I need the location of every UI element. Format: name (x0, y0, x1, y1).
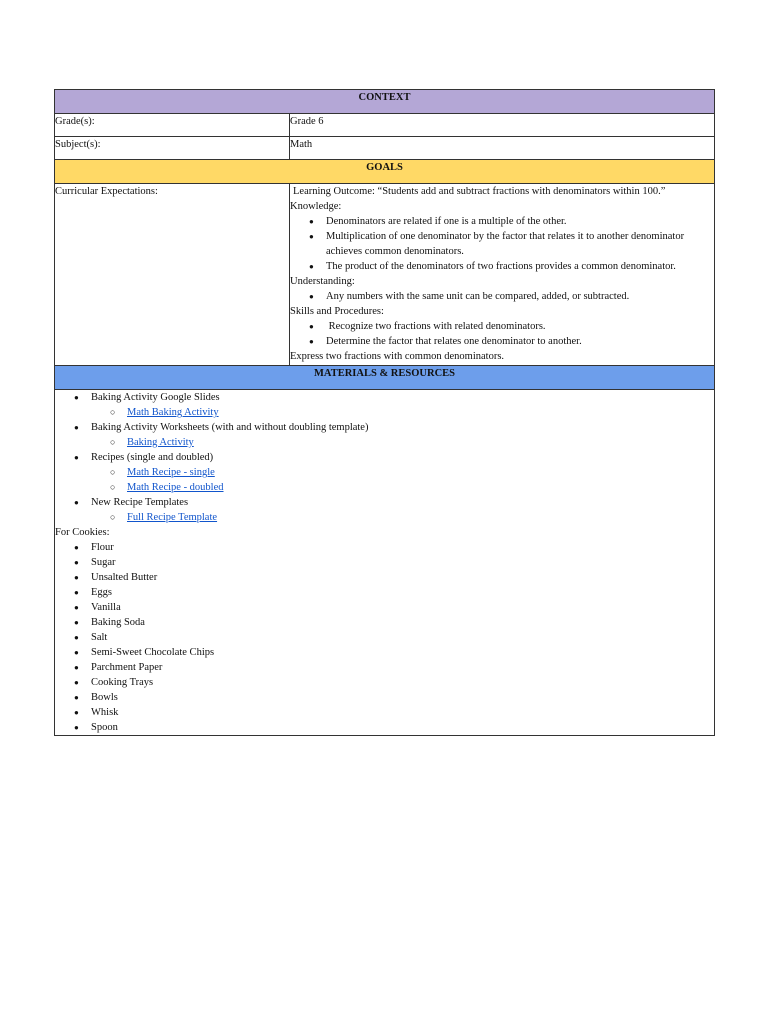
goals-header: GOALS (55, 160, 715, 184)
ingredient-item: ● Eggs (55, 585, 714, 600)
ingredient-item: ● Semi-Sweet Chocolate Chips (55, 645, 714, 660)
subjects-row (55, 137, 715, 160)
resource-item: ● Baking Activity Google Slides (55, 390, 714, 405)
baking-activity-link[interactable]: Baking Activity (127, 437, 194, 448)
resource-sublink-item (55, 510, 714, 525)
math-recipe-single-link[interactable]: Math Recipe - single (127, 467, 215, 478)
resource-sublink-item (55, 405, 714, 420)
math-recipe-doubled-link[interactable]: Math Recipe - doubled (127, 482, 224, 493)
knowledge-label: Knowledge: (290, 201, 342, 212)
resource-item: ● New Recipe Templates (55, 495, 714, 510)
understanding-label: Understanding: (290, 276, 355, 287)
subjects-label: Subject(s): (55, 137, 290, 160)
materials-row (55, 390, 715, 736)
grades-row (55, 114, 715, 137)
curricular-row (55, 184, 715, 366)
knowledge-item: ● Denominators are related if one is a multiple of the other. (290, 214, 714, 229)
ingredient-item: ● Flour (55, 540, 714, 555)
ingredient-item: ● Bowls (55, 690, 714, 705)
resource-sublink-item (55, 465, 714, 480)
ingredient-item: ● Whisk (55, 705, 714, 720)
ingredient-item: ● Sugar (55, 555, 714, 570)
express-line: Express two fractions with common denominators. (290, 351, 505, 362)
context-header: CONTEXT (55, 90, 715, 114)
understanding-item: ● Any numbers with the same unit can be compared, added, or subtracted. (290, 289, 714, 304)
ingredient-item: ● Parchment Paper (55, 660, 714, 675)
ingredient-item: ● Baking Soda (55, 615, 714, 630)
ingredient-item: ● Unsalted Butter (55, 570, 714, 585)
cookies-label: For Cookies: (55, 527, 110, 538)
grades-label: Grade(s): (55, 114, 290, 137)
resource-item: ● Recipes (single and doubled) (55, 450, 714, 465)
materials-content (55, 390, 715, 736)
skills-item: ● Determine the factor that relates one denominator to another. (290, 334, 714, 349)
knowledge-item: ● Multiplication of one denominator by the factor that relates it to another denominator achieves common denominators. (290, 229, 714, 259)
understanding-list (290, 289, 714, 304)
cookie-ingredient-list (55, 540, 714, 735)
knowledge-item: ● The product of the denominators of two fractions provides a common denominator. (290, 259, 714, 274)
materials-header-row (55, 366, 715, 390)
ingredient-item: ● Spoon (55, 720, 714, 735)
resource-item: ● Baking Activity Worksheets (with and without doubling template) (55, 420, 714, 435)
goals-header-row (55, 160, 715, 184)
ingredient-item: ● Salt (55, 630, 714, 645)
subjects-value: Math (290, 137, 715, 160)
ingredient-item: ● Vanilla (55, 600, 714, 615)
full-recipe-template-link[interactable]: Full Recipe Template (127, 512, 218, 523)
curricular-label: Curricular Expectations: (55, 184, 290, 366)
lesson-plan-table (54, 89, 715, 736)
knowledge-list (290, 214, 714, 274)
context-header-row (55, 90, 715, 114)
resource-sublink-item (55, 480, 714, 495)
math-baking-activity-link[interactable]: Math Baking Activity (127, 407, 219, 418)
skills-list (290, 319, 714, 349)
curricular-content (290, 184, 715, 366)
ingredient-item: ● Cooking Trays (55, 675, 714, 690)
grades-value: Grade 6 (290, 114, 715, 137)
resource-sublink-item (55, 435, 714, 450)
learning-outcome: Learning Outcome: “Students add and subtract fractions with denominators within 100.” (293, 186, 666, 197)
skills-label: Skills and Procedures: (290, 306, 384, 317)
skills-item: ● Recognize two fractions with related denominators. (290, 319, 714, 334)
materials-header: MATERIALS & RESOURCES (55, 366, 715, 390)
resource-list (55, 390, 714, 525)
